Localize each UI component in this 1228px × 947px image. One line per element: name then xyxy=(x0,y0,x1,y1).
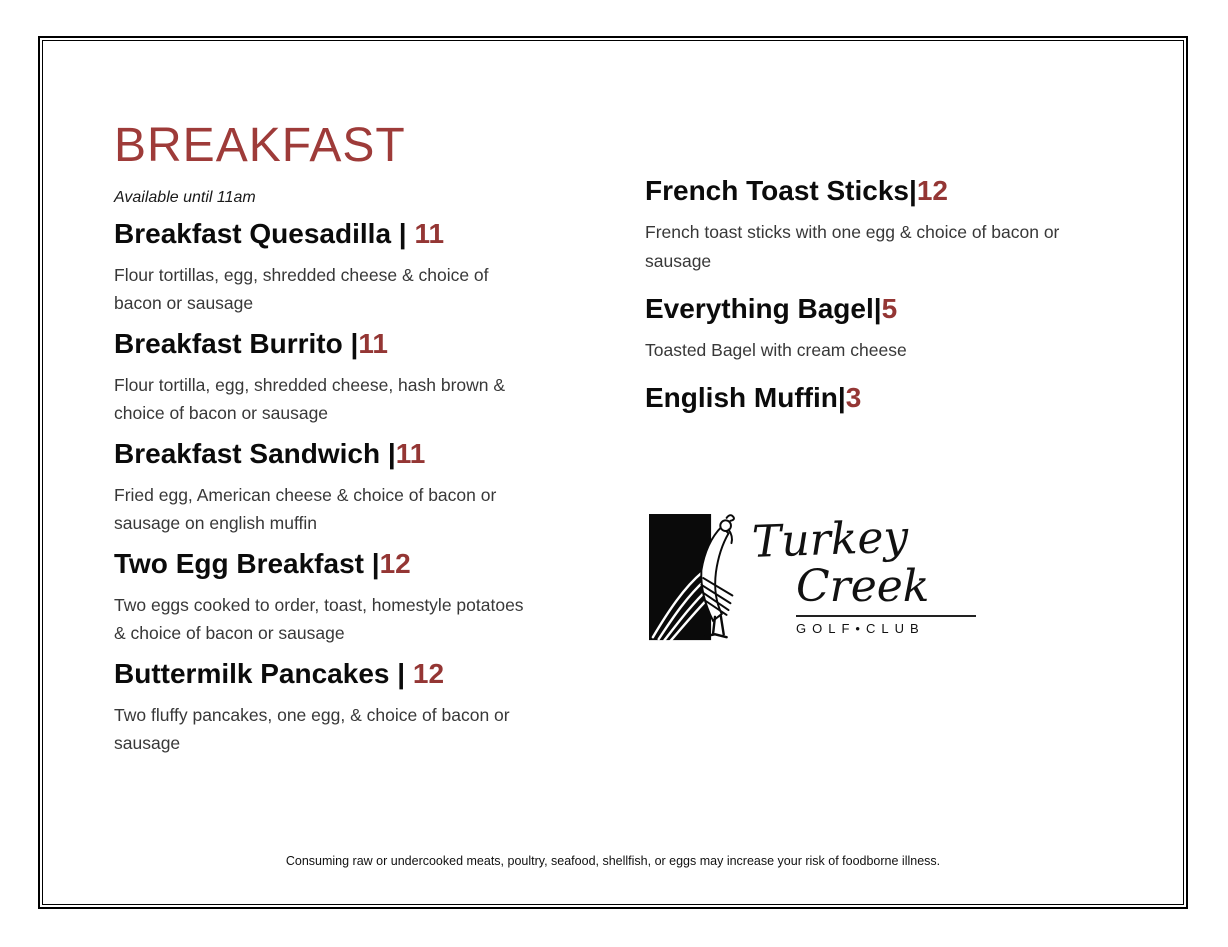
item-title-line xyxy=(114,327,596,361)
item-description xyxy=(114,371,596,427)
item-price: 12 xyxy=(916,175,949,206)
item-price: 5 xyxy=(881,293,898,324)
menu-item-english-muffin xyxy=(645,381,1135,415)
logo-text xyxy=(751,511,976,636)
turkey-creek-logo xyxy=(649,513,1135,645)
item-name: Breakfast Burrito xyxy=(114,328,343,359)
item-description-line: bacon or sausage xyxy=(114,293,254,313)
item-separator: | xyxy=(909,175,917,206)
item-description xyxy=(645,218,1135,276)
right-column xyxy=(645,174,1135,645)
item-description-line: Flour tortillas, egg, shredded cheese & choice of xyxy=(114,265,489,285)
item-separator: | xyxy=(380,438,396,469)
item-separator: | xyxy=(391,218,415,249)
item-description-line: Fried egg, American cheese & choice of bacon or xyxy=(114,485,497,505)
item-description xyxy=(114,591,596,647)
left-column xyxy=(114,118,596,767)
item-separator: | xyxy=(873,293,882,324)
item-name: French Toast Sticks xyxy=(645,175,910,206)
menu-page xyxy=(38,36,1188,909)
item-title-line xyxy=(114,437,596,471)
item-description-line: French toast sticks with one egg & choice of bacon or xyxy=(645,222,1060,242)
item-name: Breakfast Sandwich xyxy=(114,438,381,469)
item-price: 11 xyxy=(358,328,388,359)
foodborne-illness-disclaimer: Consuming raw or undercooked meats, poultry, seafood, shellfish, or eggs may increase your risk of foodborne illness. xyxy=(285,854,941,868)
item-separator: | xyxy=(363,548,380,579)
menu-item-breakfast-quesadilla xyxy=(114,217,596,317)
item-title-line xyxy=(114,547,596,581)
logo-sub-block xyxy=(796,563,976,636)
item-description-line: & choice of bacon or sausage xyxy=(114,623,345,643)
menu-item-two-egg-breakfast xyxy=(114,547,596,647)
item-price: 12 xyxy=(412,658,445,689)
logo-divider-line xyxy=(796,615,976,617)
item-title-line xyxy=(645,174,1135,208)
availability-note: Available until 11am xyxy=(114,189,256,206)
item-description-line: Two eggs cooked to order, toast, homestyle potatoes xyxy=(114,595,524,615)
item-description-line: sausage on english muffin xyxy=(114,513,318,533)
item-description-line: Two fluffy pancakes, one egg, & choice of bacon or xyxy=(114,705,510,725)
menu-item-buttermilk-pancakes xyxy=(114,657,596,757)
item-description-line: sausage xyxy=(645,251,712,271)
menu-item-french-toast-sticks xyxy=(645,174,1135,276)
item-price: 3 xyxy=(845,382,862,413)
item-description xyxy=(645,336,1135,365)
item-name: Two Egg Breakfast xyxy=(114,548,364,579)
item-price: 11 xyxy=(414,218,445,249)
item-separator: | xyxy=(389,658,413,689)
item-name: Breakfast Quesadilla xyxy=(114,218,392,249)
item-separator: | xyxy=(342,328,359,359)
logo-word-turkey: Turkey xyxy=(751,511,910,568)
item-price: 11 xyxy=(395,438,426,469)
item-description-line: choice of bacon or sausage xyxy=(114,403,329,423)
item-name: Everything Bagel xyxy=(645,293,874,324)
page-title: BREAKFAST xyxy=(114,119,406,172)
item-description xyxy=(114,701,596,757)
logo-word-creek: Creek xyxy=(796,561,930,612)
item-name: Buttermilk Pancakes xyxy=(114,658,390,689)
item-description-line: Flour tortilla, egg, shredded cheese, hash brown & xyxy=(114,375,506,395)
menu-item-breakfast-sandwich xyxy=(114,437,596,537)
menu-item-breakfast-burrito xyxy=(114,327,596,427)
item-description xyxy=(114,481,596,537)
item-name: English Muffin xyxy=(645,382,838,413)
item-title-line xyxy=(645,381,1135,415)
item-title-line xyxy=(645,292,1135,326)
menu-item-everything-bagel xyxy=(645,292,1135,365)
turkey-logo-icon xyxy=(649,513,746,645)
logo-golf-club-label: GOLF•CLUB xyxy=(796,621,925,636)
item-price: 12 xyxy=(379,548,411,579)
item-title-line xyxy=(114,657,596,691)
item-description-line: Toasted Bagel with cream cheese xyxy=(645,340,907,360)
item-description xyxy=(114,261,596,317)
item-title-line xyxy=(114,217,596,251)
item-description-line: sausage xyxy=(114,733,181,753)
item-separator: | xyxy=(837,382,846,413)
